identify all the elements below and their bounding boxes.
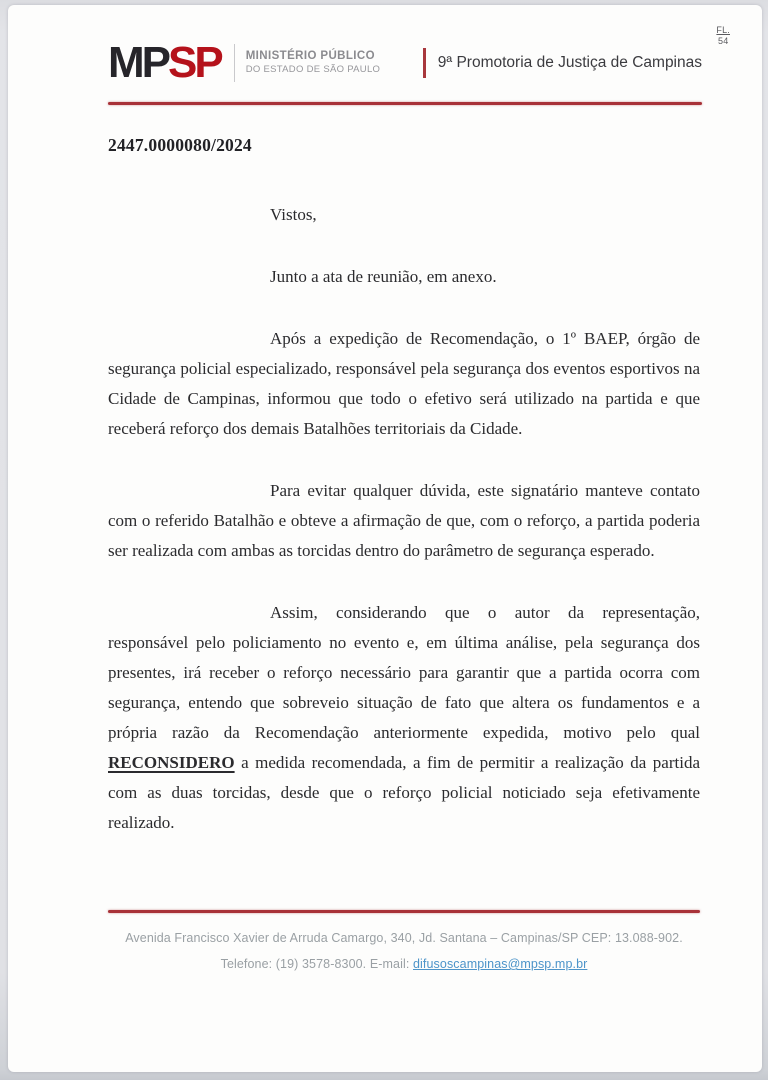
document-text — [108, 200, 700, 838]
paragraph-reconsidero — [108, 598, 700, 838]
letterhead-row — [108, 38, 702, 88]
document-page — [8, 5, 762, 1072]
org-name — [246, 50, 381, 77]
footer-contact-prefix: Telefone: (19) 3578-8300. E-mail: — [220, 957, 413, 971]
letterfoot — [8, 910, 762, 977]
logo-mp-text: MP — [108, 38, 168, 87]
reconsidero-emphasis: RECONSIDERO — [108, 753, 235, 772]
paragraph-reconsidero-post: a medida recomendada, a fim de permitir a realização da partida com as duas torcidas, desde que o reforço policial noticiado seja efetivamente realizado. — [108, 753, 700, 832]
email-link[interactable]: difusoscampinas@mpsp.mp.br — [413, 957, 588, 971]
folio-number: 54 — [717, 36, 729, 46]
paragraph-apos: Após a expedição de Recomendação, o 1º BAEP, órgão de segurança policial especializado, responsável pela segurança dos eventos esportivos na Cidade de Campinas, informou que todo o efetivo será utilizado na partida e que receberá reforço dos demais Batalhões territoriais da Cidade. — [108, 329, 700, 438]
paragraph-para-evitar: Para evitar qualquer dúvida, este signatário manteve contato com o referido Batalhão e obteve a afirmação de que, com o reforço, a partida poderia ser realizada com ambas as torcidas dentro do parâmetro de segurança esperado. — [108, 481, 700, 560]
header-rule — [108, 102, 702, 105]
footer-rule — [108, 910, 700, 913]
mpsp-logo — [108, 38, 221, 87]
case-number: 2447.0000080/2024 — [108, 135, 252, 155]
org-name-line2: DO ESTADO DE SÃO PAULO — [245, 64, 381, 75]
org-name-line1: MINISTÉRIO PÚBLICO — [245, 49, 375, 62]
logo-sp-text: SP — [168, 38, 221, 87]
paragraph-junto: Junto a ata de reunião, em anexo. — [270, 267, 497, 286]
paragraph-reconsidero-pre: Assim, considerando que o autor da representação, responsável pelo policiamento no evento e, em última análise, pela segurança dos presentes, irá receber o reforço necessário para garantir que a partida ocorra com segurança, entendo que sobreveio situação de fato que altera os fundamentos e a própria razão da Recomendação anteriormente expedida, motivo pelo qual — [108, 603, 700, 742]
folio-label: FL. — [716, 25, 730, 35]
document-content — [8, 135, 762, 838]
department-name: 9ª Promotoria de Justiça de Campinas — [437, 54, 702, 71]
logo-divider — [234, 44, 235, 82]
footer-address: Avenida Francisco Xavier de Arruda Camargo, 340, Jd. Santana – Campinas/SP CEP: 13.088-902. — [125, 931, 683, 945]
folio-marker — [716, 25, 730, 47]
paragraph-vistos: Vistos, — [270, 205, 317, 224]
department-accent-bar — [423, 48, 426, 78]
footer-contact — [108, 951, 700, 977]
letterhead — [8, 5, 762, 105]
department-block — [423, 48, 702, 78]
